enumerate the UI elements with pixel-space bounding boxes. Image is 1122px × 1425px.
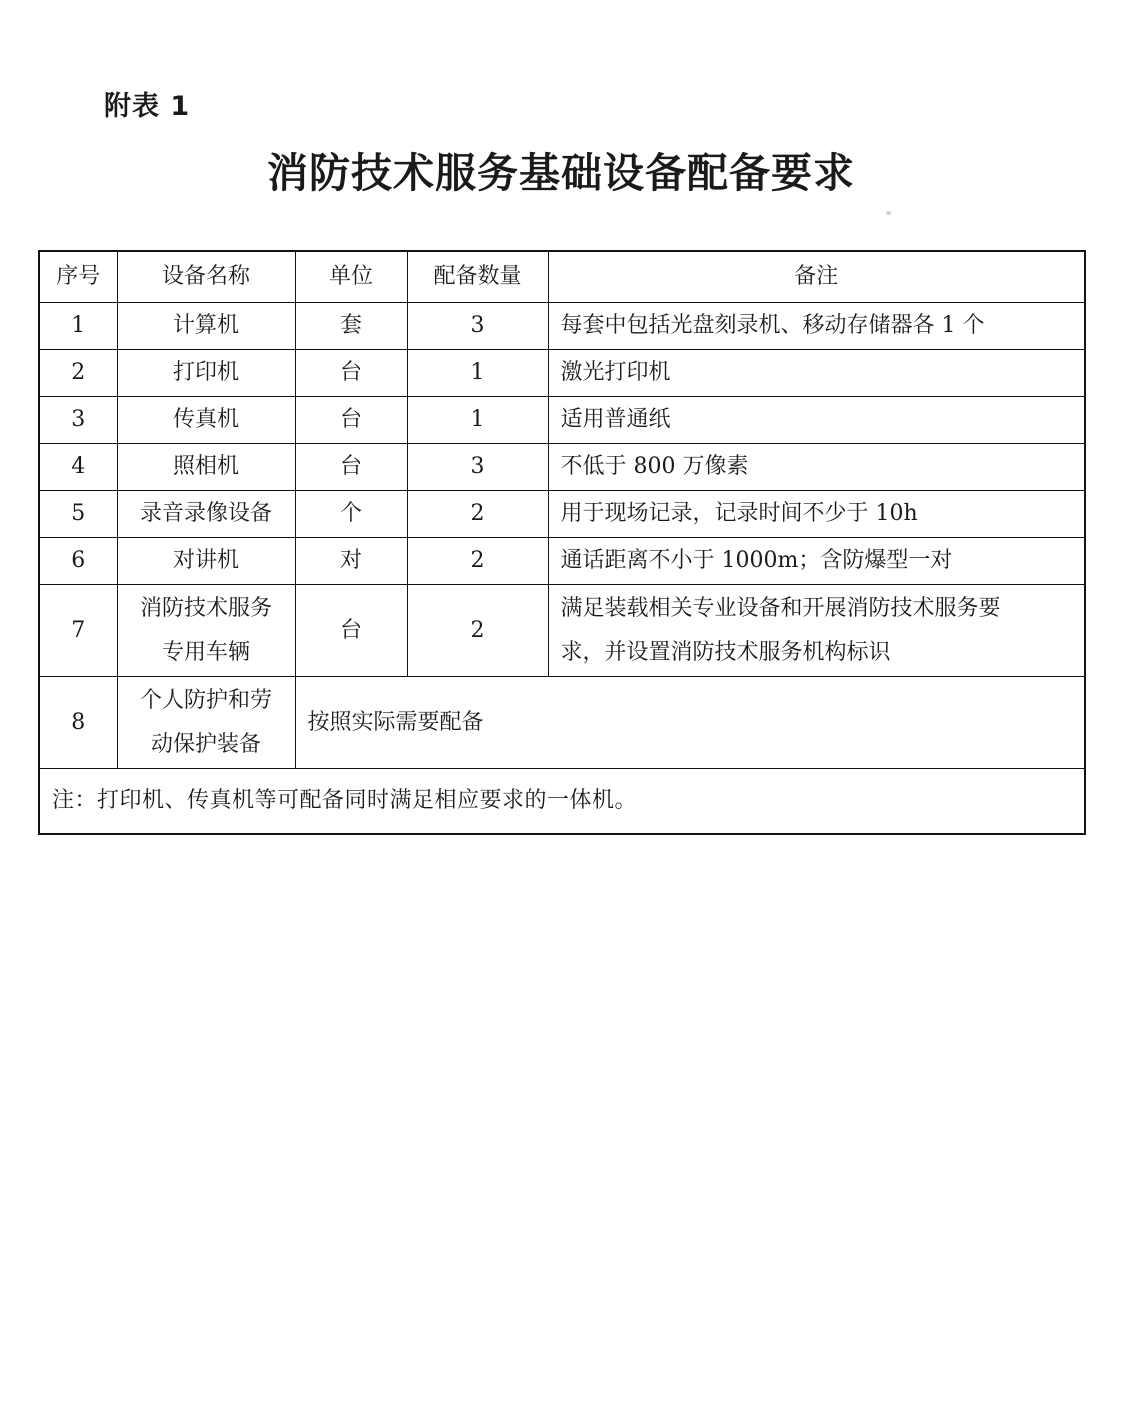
row-qty: 1 (407, 350, 548, 397)
table-row (39, 491, 1085, 538)
row-unit: 对 (295, 538, 407, 585)
row-unit: 套 (295, 303, 407, 350)
row-name: 照相机 (117, 444, 295, 491)
row-remark-line: 满足装载相关专业设备和开展消防技术服务要 (560, 595, 1001, 621)
row-name: 传真机 (117, 397, 295, 444)
header-name: 设备名称 (117, 251, 295, 303)
row-unit: 台 (295, 350, 407, 397)
row-no: 2 (39, 350, 117, 397)
row-no: 1 (39, 303, 117, 350)
row-remark: 适用普通纸 (548, 397, 1085, 444)
row-no: 7 (39, 585, 117, 677)
row-unit: 台 (295, 397, 407, 444)
row-name-line: 动保护装备 (150, 731, 261, 757)
row-name-line: 消防技术服务 (139, 595, 272, 621)
row-qty: 2 (407, 538, 548, 585)
row-remark: 不低于 800 万像素 (548, 444, 1085, 491)
row-no: 5 (39, 491, 117, 538)
row-name: 录音录像设备 (117, 491, 295, 538)
header-qty: 配备数量 (407, 251, 548, 303)
row-name-line: 个人防护和劳 (139, 687, 272, 713)
row-no: 8 (39, 677, 117, 769)
table-row (39, 444, 1085, 491)
header-remark: 备注 (548, 251, 1085, 303)
row-remark: 通话距离不小于 1000m；含防爆型一对 (548, 538, 1085, 585)
row-unit: 台 (295, 585, 407, 677)
equipment-table (38, 250, 1086, 835)
header-unit: 单位 (295, 251, 407, 303)
row-qty: 2 (407, 585, 548, 677)
row-qty: 2 (407, 491, 548, 538)
table-row (39, 350, 1085, 397)
row-no: 3 (39, 397, 117, 444)
row-merged-remark: 按照实际需要配备 (295, 677, 1085, 769)
row-name-line: 专用车辆 (161, 639, 250, 665)
row-remark: 激光打印机 (548, 350, 1085, 397)
row-unit: 台 (295, 444, 407, 491)
table-note-row (39, 769, 1085, 835)
row-name: 对讲机 (117, 538, 295, 585)
table-row (39, 397, 1085, 444)
document-title: 消防技术服务基础设备配备要求 (267, 149, 855, 197)
row-qty: 3 (407, 444, 548, 491)
scan-speck (886, 211, 891, 215)
table-row (39, 677, 1085, 769)
row-remark (548, 585, 1085, 677)
table-header-row (39, 251, 1085, 303)
table-row (39, 538, 1085, 585)
attachment-label: 附表 1 (104, 91, 191, 122)
row-name (117, 677, 295, 769)
row-qty: 1 (407, 397, 548, 444)
header-no: 序号 (39, 251, 117, 303)
row-name: 打印机 (117, 350, 295, 397)
row-name: 计算机 (117, 303, 295, 350)
row-no: 6 (39, 538, 117, 585)
row-qty: 3 (407, 303, 548, 350)
table-row (39, 585, 1085, 677)
row-remark-line: 求，并设置消防技术服务机构标识 (560, 639, 891, 665)
table-row (39, 303, 1085, 350)
table-note: 注：打印机、传真机等可配备同时满足相应要求的一体机。 (39, 769, 1085, 835)
row-no: 4 (39, 444, 117, 491)
row-name (117, 585, 295, 677)
row-remark: 每套中包括光盘刻录机、移动存储器各 1 个 (548, 303, 1085, 350)
row-remark: 用于现场记录，记录时间不少于 10h (548, 491, 1085, 538)
row-unit: 个 (295, 491, 407, 538)
